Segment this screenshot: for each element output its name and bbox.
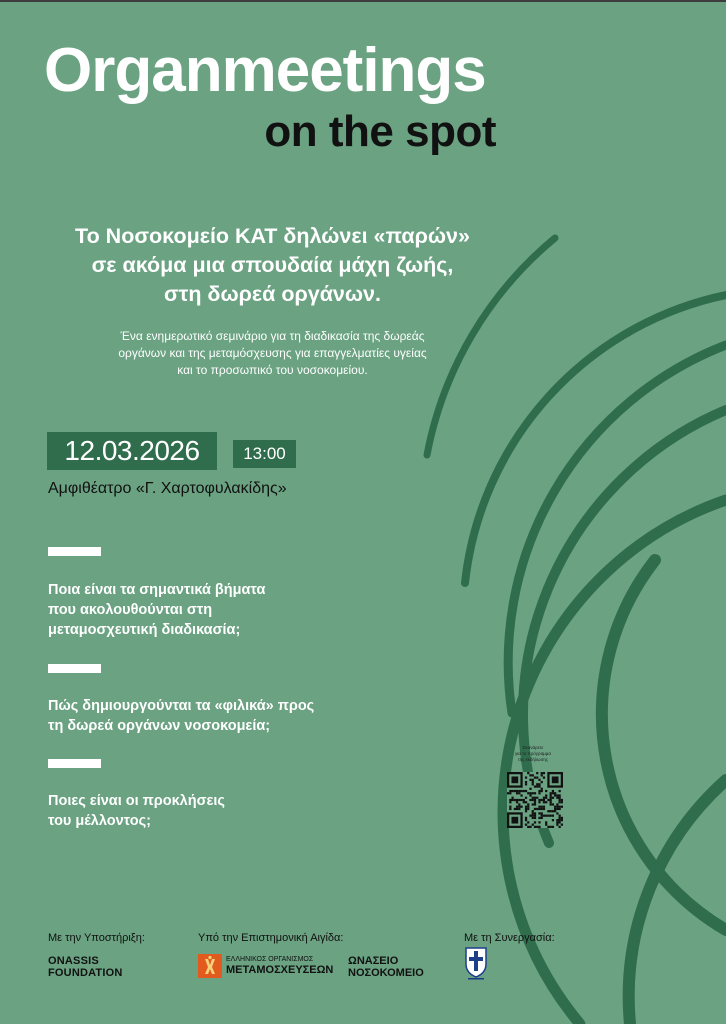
intro-line: και το προσωπικό του νοσοκομείου. <box>177 363 368 377</box>
question-3 <box>48 791 225 831</box>
headline-line: σε ακόμα μια σπουδαία μάχη ζωής, <box>91 253 454 277</box>
scientific-aegis-label: Υπό την Επιστημονική Αιγίδα: <box>198 932 344 944</box>
question-divider <box>48 759 101 768</box>
event-venue: Αμφιθέατρο «Γ. Χαρτοφυλακίδης» <box>48 480 287 497</box>
qr-caption-line: της εκδήλωσης <box>517 757 549 762</box>
question-divider <box>48 664 101 673</box>
event-time: 13:00 <box>233 440 296 468</box>
arc-6 <box>602 560 726 930</box>
question-line: Ποια είναι τα σημαντικά βήματα <box>48 582 266 598</box>
question-line: μεταμοσχευτική διαδικασία; <box>48 622 241 638</box>
question-line: Ποιες είναι οι προκλήσεις <box>48 793 225 809</box>
arc-7 <box>629 780 726 1024</box>
qr-caption-line: για το πρόγραμμα <box>515 751 551 756</box>
headline-line: Το Νοσοκομείο ΚΑΤ δηλώνει «παρών» <box>75 224 470 248</box>
question-1 <box>48 580 265 640</box>
logo-text: ONASSIS <box>48 955 99 967</box>
eom-logo-icon <box>198 954 222 978</box>
logo-text: ΜΕΤΑΜΟΣΧΕΥΣΕΩΝ <box>226 964 334 976</box>
onassis-hospital-logo <box>348 955 424 979</box>
qr-caption-line: Σκανάρετε <box>522 745 544 750</box>
onassis-foundation-logo <box>48 955 123 979</box>
logo-text: ΝΟΣΟΚΟΜΕΙΟ <box>348 967 424 979</box>
poster-subtitle: on the spot <box>264 107 496 156</box>
question-line: του μέλλοντος; <box>48 813 151 829</box>
question-divider <box>48 547 101 556</box>
qr-code-icon[interactable] <box>507 772 563 828</box>
question-2 <box>48 696 314 736</box>
qr-caption <box>503 745 563 763</box>
eom-logo-text <box>226 955 333 977</box>
question-line: Πώς δημιουργούνται τα «φιλικά» προς <box>48 698 315 714</box>
headline <box>0 222 545 309</box>
poster-title: Organmeetings <box>44 36 486 105</box>
logo-text: ΕΛΛΗΝΙΚΟΣ ΟΡΓΑΝΙΣΜΟΣ <box>226 956 314 963</box>
logo-text: FOUNDATION <box>48 967 123 979</box>
question-line: τη δωρεά οργάνων νοσοκομεία; <box>48 718 271 734</box>
intro-text <box>0 328 545 379</box>
support-label: Με την Υποστήριξη: <box>48 932 145 944</box>
intro-line: Ένα ενημερωτικό σεμινάριο για τη διαδικασία της δωρεάς <box>120 329 425 343</box>
logo-text: ΩΝΑΣΕΙΟ <box>348 955 399 967</box>
cooperation-label: Με τη Συνεργασία: <box>464 932 555 944</box>
kat-hospital-crest-icon <box>464 946 488 980</box>
event-date: 12.03.2026 <box>47 432 217 470</box>
headline-line: στη δωρεά οργάνων. <box>164 282 381 306</box>
question-line: που ακολουθούνται στη <box>48 602 213 618</box>
intro-line: οργάνων και της μεταμόσχευσης για επαγγελματίες υγείας <box>118 346 427 360</box>
